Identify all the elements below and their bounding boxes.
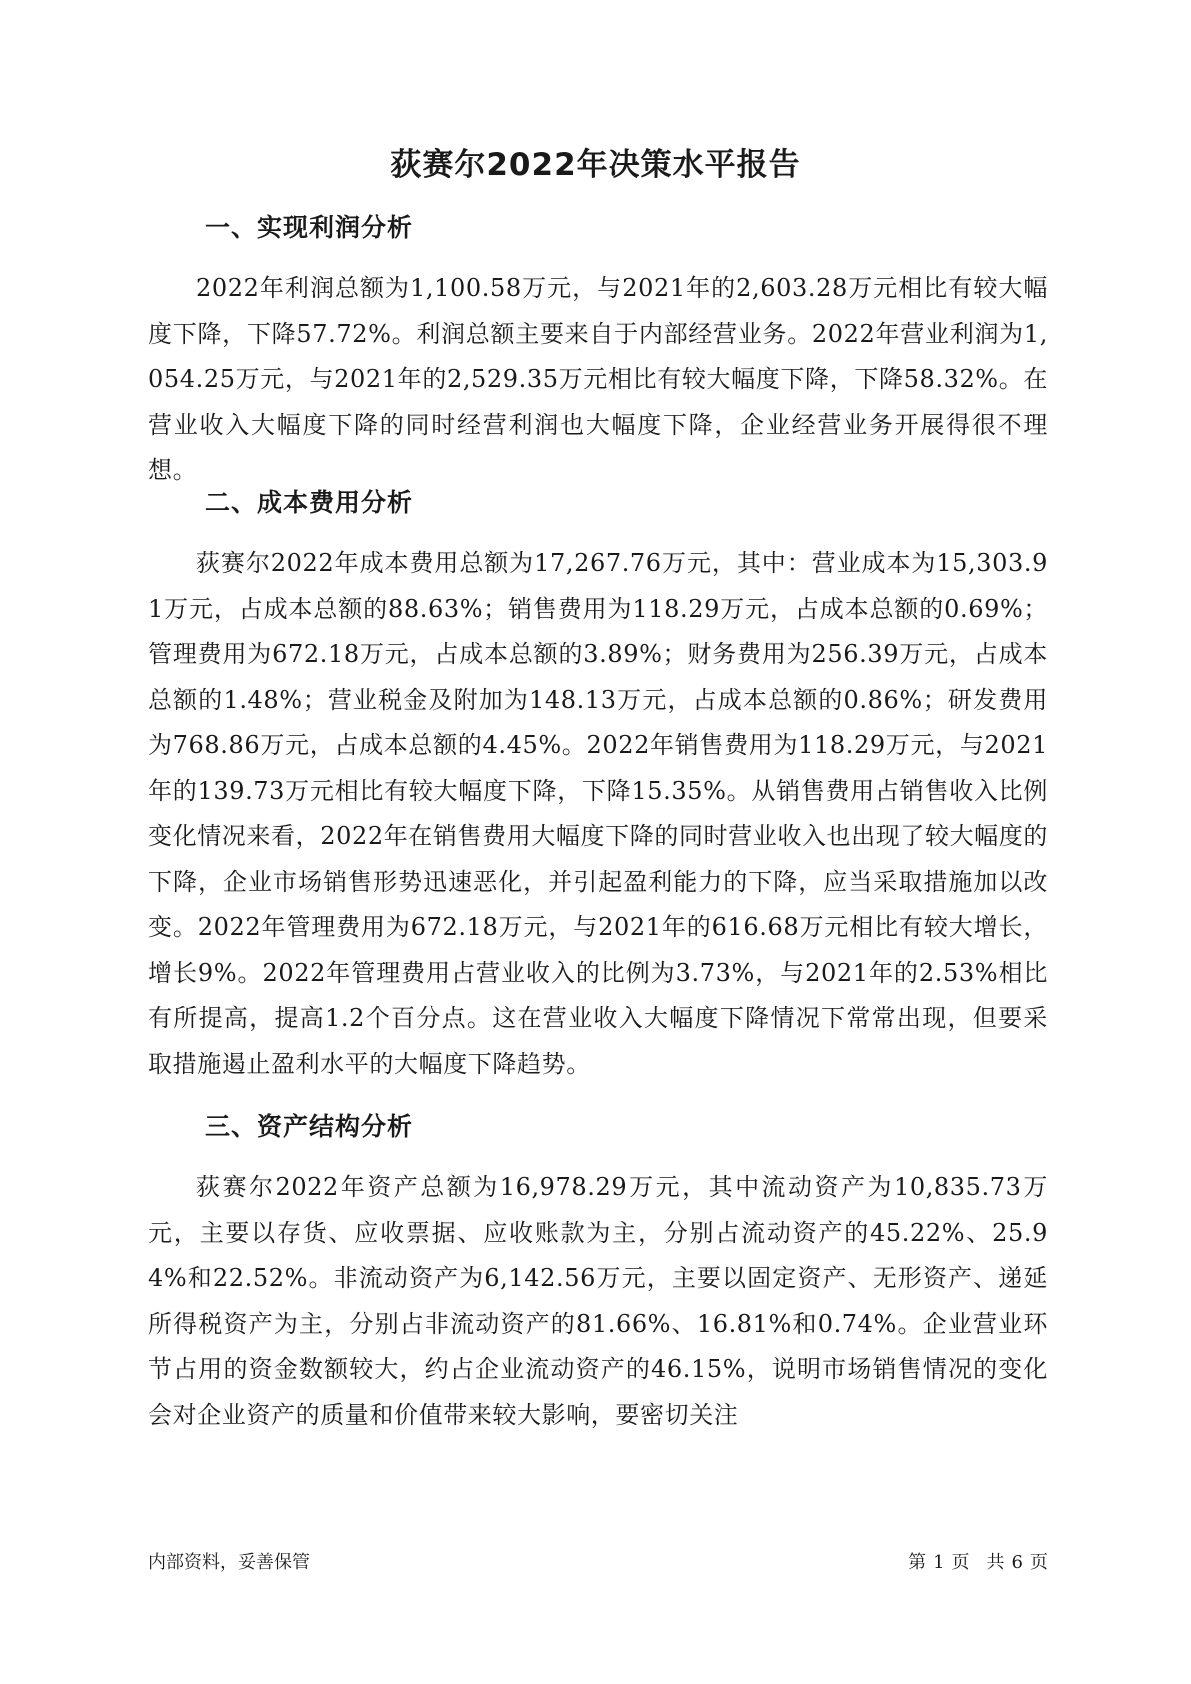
- section-heading-profit: 一、实现利润分析: [205, 213, 414, 242]
- current-page-number: 1: [933, 1552, 946, 1573]
- page-prefix: 第: [908, 1552, 928, 1573]
- footer-page-indicator: [908, 1551, 1049, 1575]
- section-heading-cost: 二、成本费用分析: [205, 488, 414, 517]
- section-heading-assets: 三、资产结构分析: [205, 1112, 414, 1141]
- document-title: 荻赛尔2022年决策水平报告: [390, 147, 801, 183]
- total-prefix: 共: [986, 1552, 1006, 1573]
- total-suffix: 页: [1030, 1552, 1049, 1573]
- total-pages-number: 6: [1011, 1552, 1024, 1573]
- section-paragraph-profit: 2022年利润总额为1,100.58万元，与2021年的2,603.28万元相比有较大幅度下降，下降57.72%。利润总额主要来自于内部经营业务。2022年营业利润为1,054.25万元，与2021年的2,529.35万元相比有较大幅度下降，下降58.32%。在营业收入大幅度下降的同时经营利润也大幅度下降，企业经营业务开展得很不理想。: [148, 274, 1048, 484]
- section-paragraph-cost: 荻赛尔2022年成本费用总额为17,267.76万元，其中：营业成本为15,303.91万元，占成本总额的88.63%；销售费用为118.29万元，占成本总额的0.69%；管理费用为672.18万元，占成本总额的3.89%；财务费用为256.39万元，占成本总额的1.48%；营业税金及附加为148.13万元，占成本总额的0.86%；研发费用为768.86万元，占成本总额的4.45%。2022年销售费用为118.29万元，与2021年的139.73万元相比有较大幅度下降，下降15.35%。从销售费用占销售收入比例变化情况来看，2022年在销售费用大幅度下降的同时营业收入也出现了较大幅度的下降，企业市场销售形势迅速恶化，并引起盈利能力的下降，应当采取措施加以改变。2022年管理费用为672.18万元，与2021年的616.68万元相比有较大增长，增长9%。2022年管理费用占营业收入的比例为3.73%，与2021年的2.53%相比有所提高，提高1.2个百分点。这在营业收入大幅度下降情况下常常出现，但要采取措施遏止盈利水平的大幅度下降趋势。: [148, 549, 1048, 1078]
- section-paragraph-assets: 荻赛尔2022年资产总额为16,978.29万元，其中流动资产为10,835.73万元，主要以存货、应收票据、应收账款为主，分别占流动资产的45.22%、25.94%和22.52%。非流动资产为6,142.56万元，主要以固定资产、无形资产、递延所得税资产为主，分别占非流动资产的81.66%、16.81%和0.74%。企业营业环节占用的资金数额较大，约占企业流动资产的46.15%，说明市场销售情况的变化会对企业资产的质量和价值带来较大影响，要密切关注: [148, 1173, 1048, 1429]
- footer-confidential-note: 内部资料，妥善保管: [148, 1552, 310, 1573]
- page-suffix: 页: [951, 1552, 971, 1573]
